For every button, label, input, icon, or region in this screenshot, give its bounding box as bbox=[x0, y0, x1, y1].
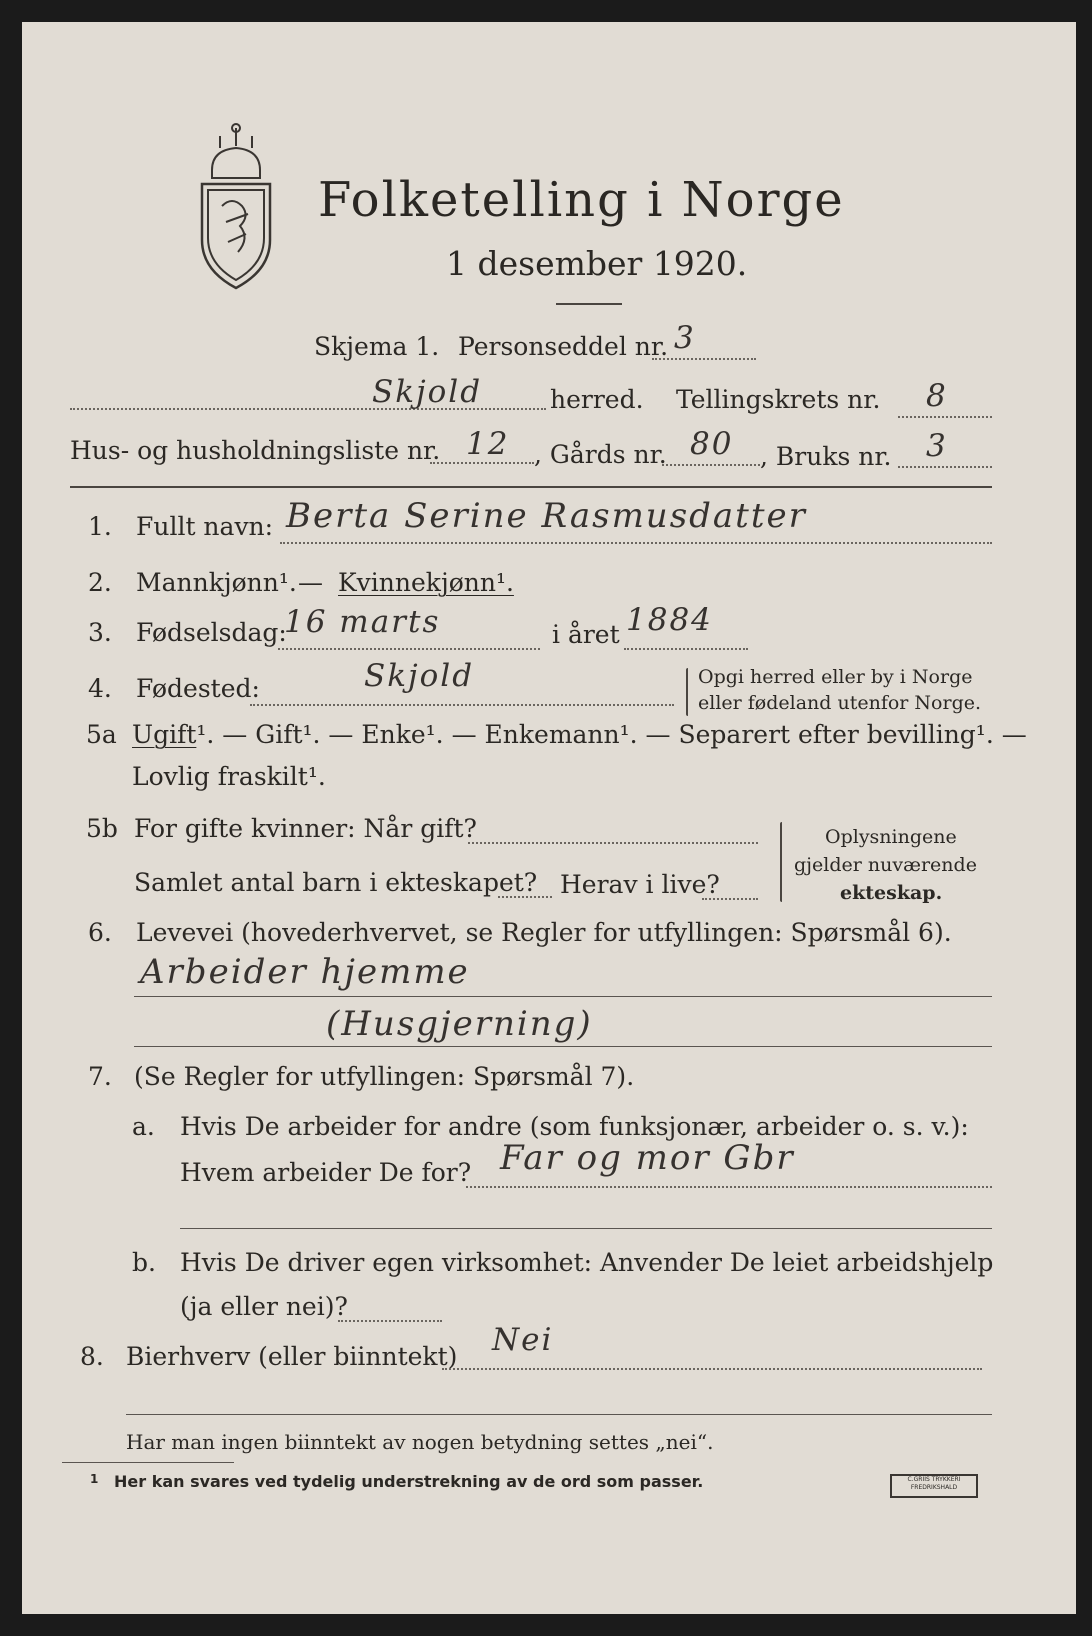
q1-number: 1. bbox=[88, 512, 112, 541]
q7-label: (Se Regler for utfyllingen: Spørsmål 7). bbox=[134, 1062, 635, 1091]
q7a-question: Hvis De arbeider for andre (som funksjonær, arbeider o. s. v.): bbox=[180, 1112, 969, 1141]
q7b-answer-label: (ja eller nei)? bbox=[180, 1292, 348, 1321]
q3-number: 3. bbox=[88, 618, 112, 647]
q2-female-option[interactable]: Kvinnekjønn¹. bbox=[338, 568, 514, 597]
birthday-field[interactable] bbox=[278, 648, 540, 650]
q5b-number: 5b bbox=[86, 814, 118, 843]
children-count-field[interactable] bbox=[498, 896, 552, 898]
bruks-label: , Bruks nr. bbox=[760, 442, 892, 471]
form-label: Skjema 1. bbox=[314, 332, 440, 361]
employer-value: Far og mor Gbr bbox=[500, 1138, 795, 1178]
birthplace-value: Skjold bbox=[364, 658, 475, 694]
q5a-ugift-option[interactable]: Ugift bbox=[132, 720, 197, 749]
full-name-value: Berta Serine Rasmusdatter bbox=[286, 496, 807, 536]
herred-value: Skjold bbox=[372, 374, 483, 410]
q4-note-line1: Opgi herred eller by i Norge bbox=[698, 666, 973, 688]
q5b-note-line3: ekteskap. bbox=[840, 882, 943, 904]
personseddel-field[interactable] bbox=[652, 358, 756, 360]
census-date: 1 desember 1920. bbox=[446, 244, 748, 283]
q3-year-label: i året bbox=[552, 620, 620, 649]
occupation-field-line1[interactable] bbox=[134, 996, 992, 997]
q8-label: Bierhverv (eller biinntekt) bbox=[126, 1342, 458, 1371]
q4-note-bracket bbox=[686, 668, 688, 716]
tellingskrets-field[interactable] bbox=[898, 416, 992, 418]
herred-label: herred. bbox=[550, 385, 644, 414]
q3-label: Fødselsdag: bbox=[136, 618, 287, 647]
personseddel-label: Personseddel nr. bbox=[458, 332, 669, 361]
q5b-children-label: Samlet antal barn i ekteskapet? bbox=[134, 868, 538, 897]
q5b-note-line2: gjelder nuværende bbox=[794, 854, 977, 876]
secondary-income-value: Nei bbox=[492, 1322, 554, 1358]
q7a-employer-label: Hvem arbeider De for? bbox=[180, 1158, 472, 1187]
q2-male-option[interactable]: Mannkjønn¹. bbox=[136, 568, 297, 597]
footnote-text: Her kan svares ved tydelig understrekning av de ord som passer. bbox=[114, 1472, 704, 1491]
q5b-note-bracket bbox=[780, 822, 782, 902]
q5b-married-when-label: For gifte kvinner: Når gift? bbox=[134, 814, 477, 843]
q5b-note-line1: Oplysningene bbox=[825, 826, 957, 848]
q8-number: 8. bbox=[80, 1342, 104, 1371]
q7-number: 7. bbox=[88, 1062, 112, 1091]
married-when-field[interactable] bbox=[468, 842, 758, 844]
q1-label: Fullt navn: bbox=[136, 512, 274, 541]
gards-value: 80 bbox=[690, 426, 734, 462]
tellingskrets-label: Tellingskrets nr. bbox=[676, 385, 881, 414]
q7b-question: Hvis De driver egen virksomhet: Anvender De leiet arbeidshjelp bbox=[180, 1248, 994, 1277]
bruks-field[interactable] bbox=[898, 466, 992, 468]
census-form-sheet bbox=[22, 22, 1076, 1614]
form-title: Folketelling i Norge bbox=[318, 172, 845, 228]
q6-label: Levevei (hovederhvervet, se Regler for utfyllingen: Spørsmål 6). bbox=[136, 918, 952, 947]
personseddel-value: 3 bbox=[674, 320, 696, 356]
q5a-number: 5a bbox=[86, 720, 117, 749]
q7a-letter: a. bbox=[132, 1112, 155, 1141]
q7b-letter: b. bbox=[132, 1248, 156, 1277]
secondary-income-field[interactable] bbox=[442, 1368, 982, 1370]
q2-separator: — bbox=[298, 568, 323, 597]
birthplace-field[interactable] bbox=[250, 704, 674, 706]
q6-number: 6. bbox=[88, 918, 112, 947]
secondary-income-field-line2[interactable] bbox=[126, 1414, 992, 1415]
hus-label: Hus- og husholdningsliste nr. bbox=[70, 436, 441, 465]
title-divider bbox=[556, 303, 622, 305]
employer-field[interactable] bbox=[466, 1186, 992, 1188]
coat-of-arms-icon bbox=[192, 122, 280, 292]
birth-year-value: 1884 bbox=[626, 602, 713, 638]
gards-label: , Gårds nr. bbox=[534, 440, 667, 469]
birthday-value: 16 marts bbox=[284, 604, 441, 640]
q2-number: 2. bbox=[88, 568, 112, 597]
full-name-field[interactable] bbox=[280, 542, 992, 544]
printer-stamp: C.GRIIS TRYKKERI FREDRIKSHALD bbox=[890, 1474, 978, 1498]
header-rule bbox=[70, 486, 992, 488]
hired-help-field[interactable] bbox=[338, 1320, 442, 1322]
q4-label: Fødested: bbox=[136, 674, 260, 703]
footnote-mark: 1 bbox=[90, 1472, 99, 1486]
occupation-value-line2: (Husgjerning) bbox=[326, 1004, 593, 1044]
occupation-field-line2[interactable] bbox=[134, 1046, 992, 1047]
employer-field-line2[interactable] bbox=[180, 1228, 992, 1229]
q5a-divorced-option[interactable]: Lovlig fraskilt¹. bbox=[132, 762, 326, 791]
children-alive-field[interactable] bbox=[702, 898, 758, 900]
q5b-alive-label: Herav i live? bbox=[560, 870, 720, 899]
q8-note: Har man ingen biinntekt av nogen betydning settes „nei“. bbox=[126, 1430, 714, 1454]
hus-field[interactable] bbox=[430, 462, 534, 464]
bruks-value: 3 bbox=[926, 428, 948, 464]
gards-field[interactable] bbox=[662, 464, 760, 466]
q4-number: 4. bbox=[88, 674, 112, 703]
birth-year-field[interactable] bbox=[624, 648, 748, 650]
tellingskrets-value: 8 bbox=[926, 378, 948, 414]
footnote-rule bbox=[62, 1462, 234, 1463]
q4-note-line2: eller fødeland utenfor Norge. bbox=[698, 692, 982, 714]
hus-value: 12 bbox=[466, 426, 510, 462]
q5a-other-options[interactable]: ¹. — Gift¹. — Enke¹. — Enkemann¹. — Separert efter bevilling¹. — bbox=[196, 720, 1027, 749]
occupation-value-line1: Arbeider hjemme bbox=[140, 952, 470, 992]
